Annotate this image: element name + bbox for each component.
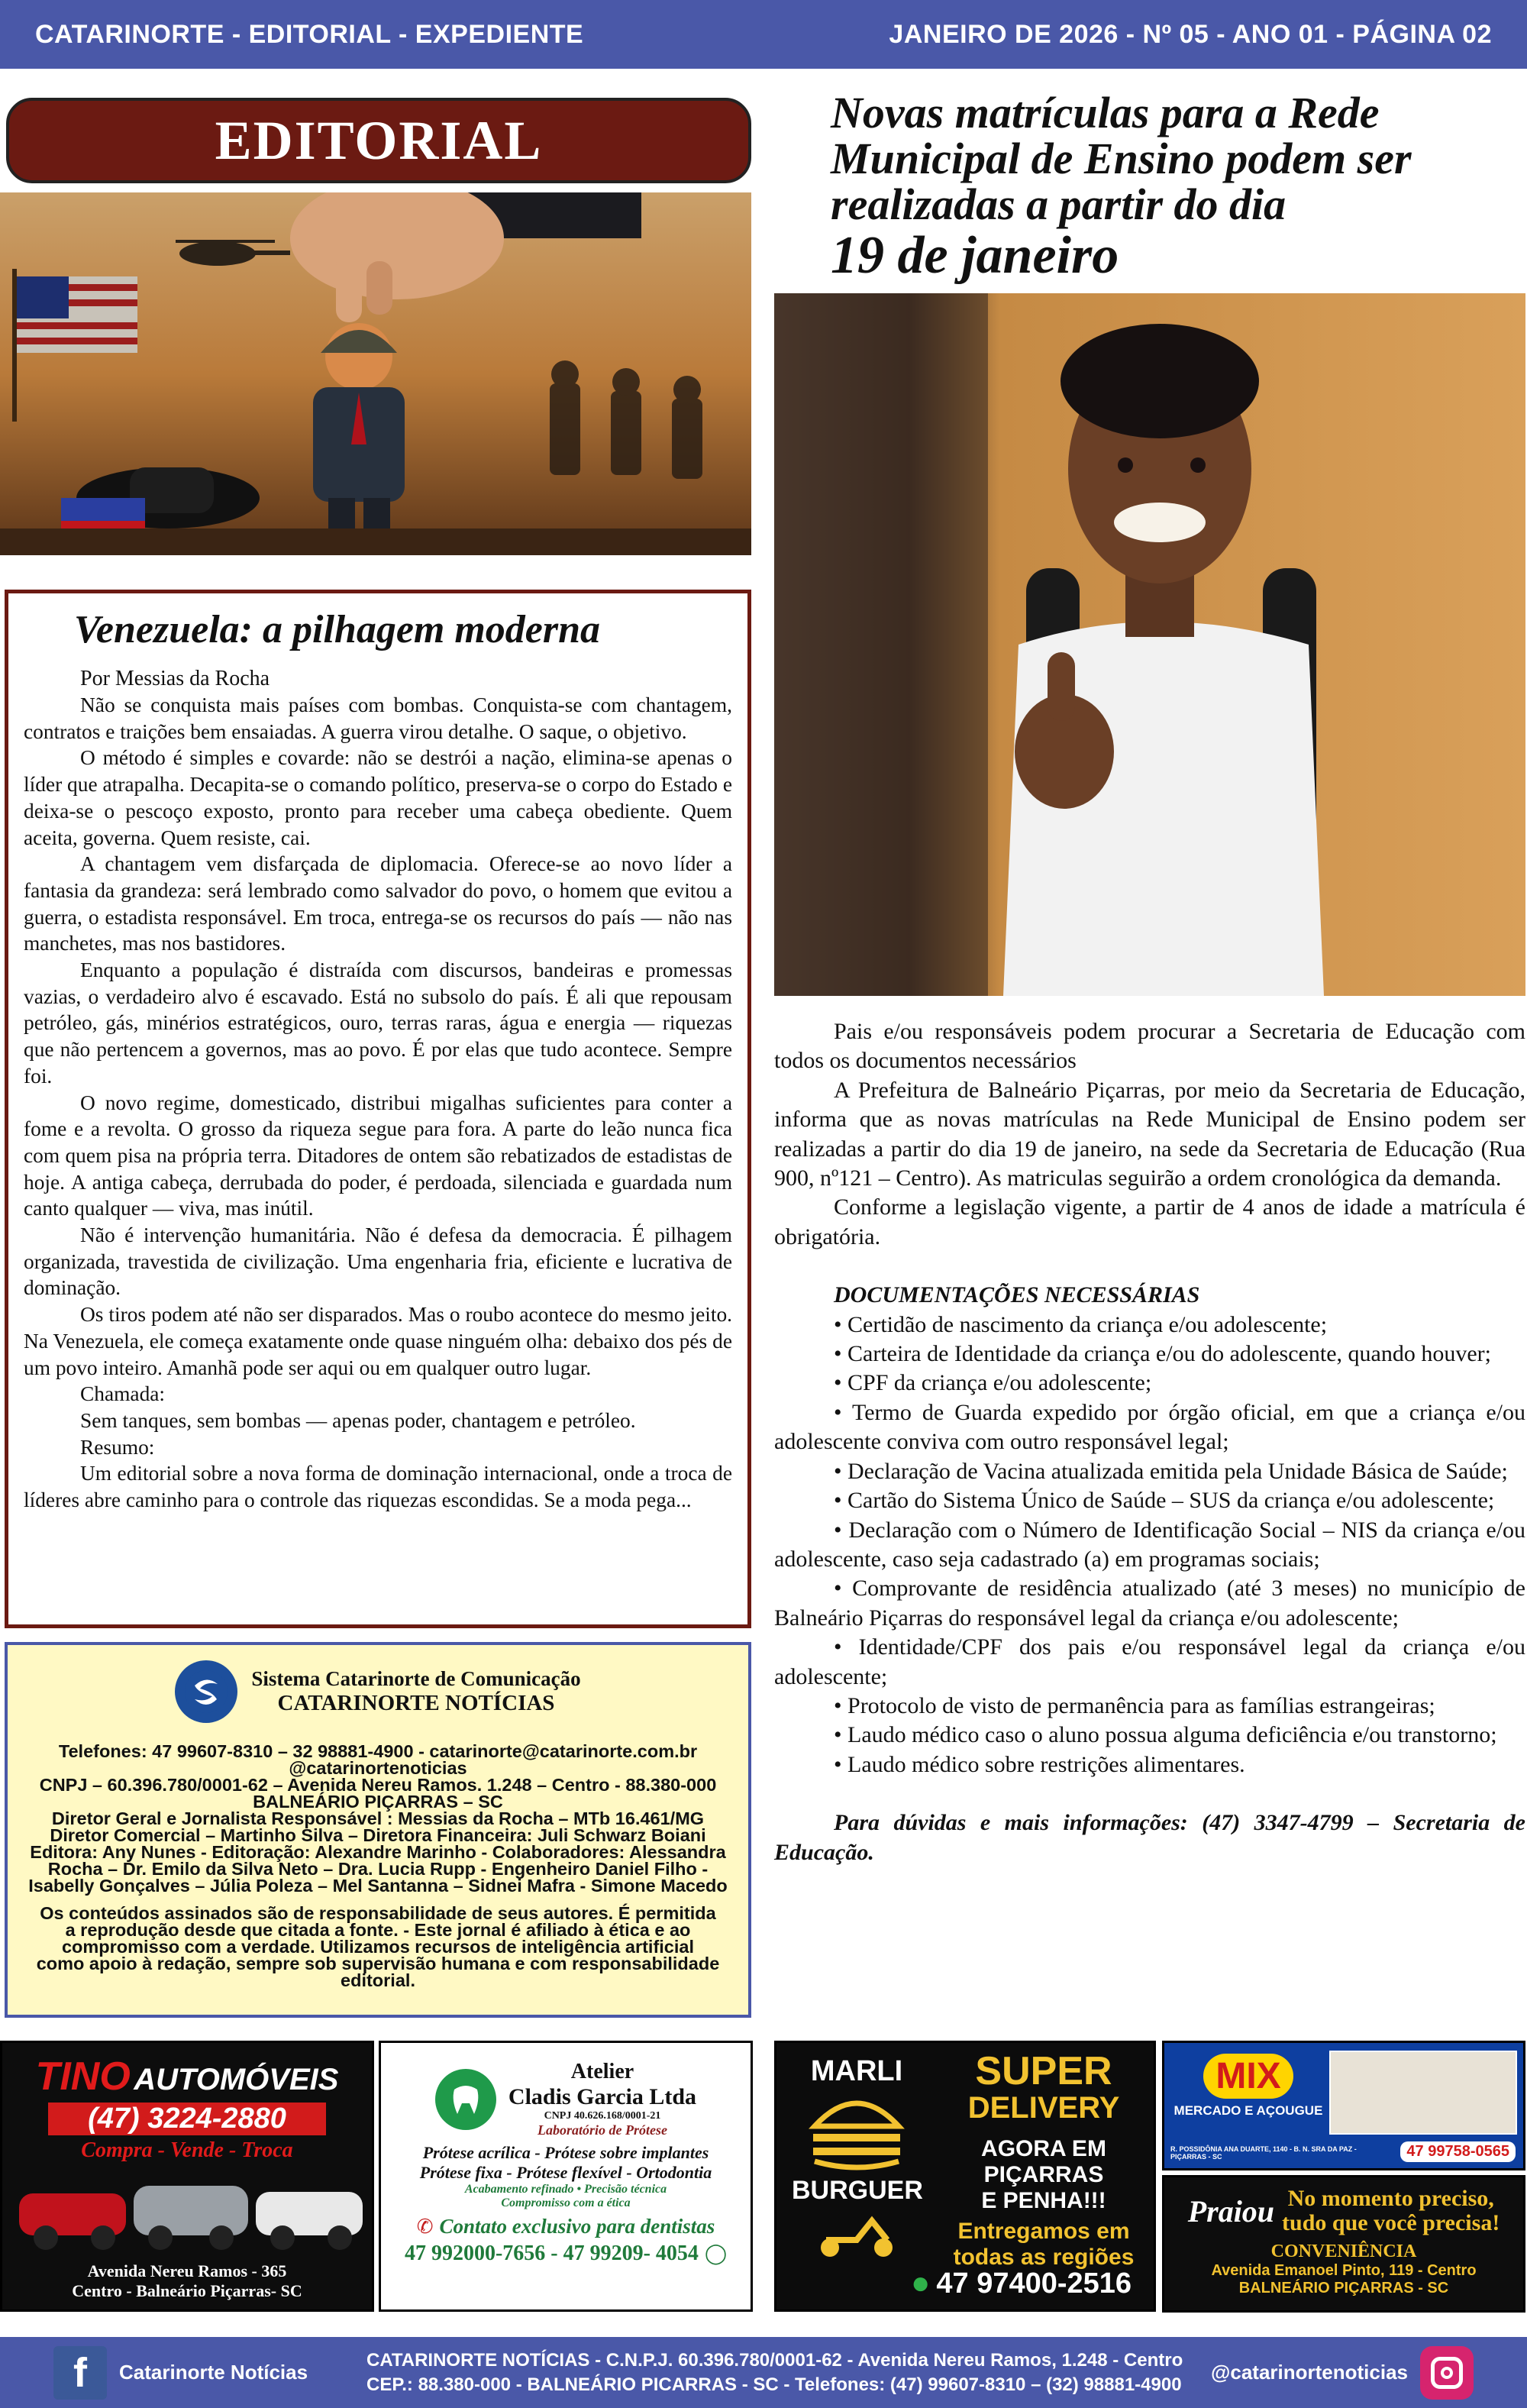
- ad-mix-mercado[interactable]: [1162, 2041, 1525, 2170]
- cladis-services-2: Prótese fixa - Prótese flexível - Ortodontia: [419, 2163, 712, 2182]
- article-paragraph: A chantagem vem disfarçada de diplomacia. Oferece-se ao novo líder a fantasia da grandeza: será lembrado como salvador do povo, o homem que evitou a guerra, o estadista responsável. Em troca, entrega-se os recursos do país — não nas manchetes, mas nos bastidores.: [24, 852, 732, 955]
- news-headline: [831, 90, 1518, 284]
- doc-item: • Carteira de Identidade da criança e/ou do adolescente, quando houver;: [834, 1341, 1491, 1367]
- chamada-text: Sem tanques, sem bombas — apenas poder, chantagem e petróleo.: [80, 1408, 636, 1432]
- ad-praiou-conveniencia[interactable]: [1162, 2175, 1525, 2313]
- catarinorte-logo-icon: [175, 1660, 237, 1723]
- cladis-quality-2: Compromisso com a ética: [501, 2196, 631, 2209]
- doc-item: • Termo de Guarda expedido por órgão oficial, em que a criança e/ou adolescente conviva com outro responsável legal;: [774, 1399, 1525, 1455]
- ad-tino-automoveis[interactable]: [0, 2041, 374, 2312]
- instagram-handle[interactable]: @catarinortenoticias: [1211, 2361, 1408, 2384]
- cladis-quality-1: Acabamento refinado • Precisão técnica: [464, 2183, 667, 2196]
- headline-line: 19 de janeiro: [831, 226, 1119, 285]
- header-bar: [0, 0, 1527, 69]
- tooth-icon: [435, 2069, 496, 2130]
- resumo-label: Resumo:: [80, 1435, 155, 1459]
- editorial-illustration: [0, 192, 751, 555]
- whatsapp-icon: ●: [911, 2266, 931, 2301]
- expediente-line: Diretor Geral e Jornalista Responsável : Messias da Rocha – MTb 16.461/MG: [51, 1808, 705, 1828]
- article-paragraph: Não se conquista mais países com bombas. Conquista-se com chantagem, contratos e traições bem ensaiadas. A guerra virou detalhe. O saque, o objetivo.: [24, 693, 732, 743]
- doc-item: • Declaração com o Número de Identificação Social – NIS da criança e/ou adolescente, caso seja cadastrado (a) em programas sociais;: [774, 1517, 1525, 1572]
- disclaimer-line: compromisso com a verdade. Utilizamos recursos de inteligência artificial: [61, 1937, 694, 1957]
- marli-line-2: PIÇARRAS: [983, 2162, 1104, 2187]
- tino-phone: (47) 3224-2880: [48, 2103, 326, 2135]
- doc-item: • Declaração de Vacina atualizada emitida pela Unidade Básica de Saúde;: [834, 1458, 1508, 1484]
- scooter-icon: [811, 2206, 902, 2259]
- marli-line-5: todas as regiões: [953, 2245, 1135, 2270]
- section-label: CATARINORTE - EDITORIAL - EXPEDIENTE: [35, 19, 584, 49]
- disclaimer-line: como apoio à redação, sempre sob supervisão humana e com responsabilidade: [36, 1954, 720, 1973]
- article-paragraph: Enquanto a população é distraída com discursos, bandeiras e promessas vazias, o verdadeiro alvo é escavado. Está no subsolo do país. É ali que repousam petróleo, gás, minérios estratégicos, ouro, terras raras, água e energia — riquezas que não pertencem a governos, mas ao povo. É por elas que tudo acontece. Sempre foi.: [24, 958, 732, 1088]
- doc-item: • Protocolo de visto de permanência para as famílias estrangeiras;: [834, 1692, 1435, 1718]
- mix-address: R. POSSIDÔNIA ANA DUARTE, 1140 - B. N. SRA DA PAZ - PIÇARRAS - SC: [1170, 2145, 1357, 2161]
- instagram-icon[interactable]: [1420, 2346, 1474, 2400]
- praiou-line-3: BALNEÁRIO PIÇARRAS - SC: [1238, 2280, 1449, 2296]
- ad-atelier-cladis[interactable]: [379, 2041, 753, 2312]
- expediente-subtitle: CATARINORTE NOTÍCIAS: [277, 1691, 555, 1715]
- info-line: Para dúvidas e mais informações: (47) 3347-4799 – Secretaria de Educação.: [774, 1810, 1525, 1865]
- article-paragraph: Os tiros podem até não ser disparados. Mas o roubo acontece do mesmo jeito. Na Venezuela, ele começa exatamente onde quase ninguém olha: debaixo dos pés de um povo inteiro. Amanhã pode ser aqui ou em qualquer outro lugar.: [24, 1303, 732, 1379]
- cladis-title-1: Atelier: [570, 2060, 634, 2083]
- article-byline: Por Messias da Rocha: [80, 667, 270, 690]
- resumo-text: Um editorial sobre a nova forma de dominação internacional, onde a troca de líderes abre caminho para o controle das riquezas escondidas. Se a moda pega...: [24, 1462, 732, 1512]
- cladis-lab: Laboratório de Prótese: [538, 2122, 667, 2138]
- footer-line-2: CEP.: 88.380-000 - BALNEÁRIO PICARRAS - SC - Telefones: (47) 99607-8310 – (32) 98881-4900: [366, 2374, 1182, 2395]
- headline-line: Novas matrículas para a Rede: [831, 88, 1380, 137]
- mix-subtitle: MERCADO E AÇOUGUE: [1173, 2103, 1323, 2118]
- article-title: Venezuela: a pilhagem moderna: [74, 608, 601, 651]
- facebook-handle[interactable]: Catarinorte Notícias: [119, 2361, 308, 2384]
- cars-image: [4, 2163, 370, 2254]
- facebook-icon[interactable]: f: [53, 2346, 107, 2400]
- editorial-badge: EDITORIAL: [6, 98, 751, 183]
- news-paragraph: A Prefeitura de Balneário Piçarras, por meio da Secretaria de Educação, informa que as novas matrículas na Rede Municipal de Ensino podem ser realizadas a partir do dia 19 de janeiro, na sede da Secretaria de Educação (Rua 900, nº121 – Centro). As matriculas seguirão a ordem cronológica da demanda.: [774, 1077, 1525, 1191]
- expediente-line: Rocha – Dr. Emilo da Silva Neto – Dra. Lucia Rupp - Engenheiro Daniel Filho -: [47, 1859, 709, 1879]
- expediente-line: Editora: Any Nunes - Editoração: Alexandre Marinho - Colaboradores: Alessandra: [30, 1842, 726, 1862]
- super-label: SUPER: [975, 2049, 1112, 2093]
- news-paragraph: Conforme a legislação vigente, a partir de 4 anos de idade a matrícula é obrigatória.: [774, 1194, 1525, 1249]
- disclaimer-line: a reprodução desde que citada a fonte. - Este jornal é afiliado à ética e ao: [65, 1920, 691, 1940]
- expediente-line: CNPJ – 60.396.780/0001-62 – Avenida Nereu Ramos. 1.248 – Centro - 88.380-000: [39, 1775, 717, 1795]
- tino-address-2: Centro - Balneário Piçarras- SC: [72, 2281, 302, 2300]
- tino-address-1: Avenida Nereu Ramos - 365: [87, 2261, 287, 2280]
- footer-line-1: CATARINORTE NOTÍCIAS - C.N.P.J. 60.396.780/0001-62 - Avenida Nereu Ramos, 1.248 - Centro: [366, 2349, 1183, 2371]
- cladis-contact: Contato exclusivo para dentistas: [439, 2215, 715, 2238]
- delivery-label: DELIVERY: [967, 2091, 1120, 2125]
- marli-phone: 47 97400-2516: [936, 2267, 1132, 2300]
- praiou-slogan-2: tudo que você precisa!: [1282, 2210, 1500, 2235]
- doc-item: • Comprovante de residência atualizado (até 3 meses) no município de Balneário Piçarras do responsável legal da criança e/ou adolescente;: [774, 1576, 1525, 1631]
- marli-line-3: E PENHA!!!: [981, 2188, 1106, 2213]
- disclaimer-line: Os conteúdos assinados são de responsabilidade de seus autores. É permitida: [40, 1903, 716, 1923]
- footer-bar: [0, 2337, 1527, 2408]
- expediente-line: BALNEÁRIO PIÇARRAS – SC: [253, 1792, 503, 1812]
- burger-icon: [807, 2088, 906, 2172]
- cladis-phones: 47 992000-7656 - 47 99209- 4054: [404, 2242, 699, 2265]
- chamada-label: Chamada:: [80, 1382, 166, 1406]
- praiou-line-1: CONVENIÊNCIA: [1270, 2242, 1417, 2261]
- issue-info: JANEIRO DE 2026 - Nº 05 - ANO 01 - PÁGINA 02: [889, 19, 1492, 49]
- news-paragraph: Pais e/ou responsáveis podem procurar a Secretaria de Educação com todos os documentos necessários: [774, 1019, 1525, 1074]
- headline-line: Municipal de Ensino podem ser: [831, 134, 1412, 183]
- headline-line: realizadas a partir do dia: [831, 179, 1286, 229]
- doc-item: • CPF da criança e/ou adolescente;: [834, 1370, 1152, 1396]
- mix-phone: 47 99758-0565: [1400, 2141, 1516, 2162]
- tino-tagline: Compra - Vende - Troca: [81, 2138, 293, 2162]
- store-photo: [1329, 2051, 1517, 2135]
- expediente-box: [5, 1642, 751, 2018]
- mix-logo: MIX: [1203, 2054, 1293, 2099]
- marli-brand-sub: BURGUER: [792, 2176, 923, 2205]
- ad-marli-burguer[interactable]: [774, 2041, 1156, 2312]
- expediente-line: @catarinortenoticias: [289, 1758, 467, 1778]
- article-paragraph: O método é simples e covarde: não se destrói a nação, elimina-se apenas o líder que atrapalha. Decapita-se o comando político, preserva-se o corpo do Estado e deixa-se o pescoço exposto, pronto para receber uma cabeça obediente. Quem aceita, governa. Quem resiste, cai.: [24, 746, 732, 849]
- praiou-slogan-1: No momento preciso,: [1287, 2186, 1494, 2211]
- marli-brand: MARLI: [810, 2055, 903, 2087]
- marli-line-4: Entregamos em: [957, 2219, 1130, 2244]
- tino-brand-sub: AUTOMÓVEIS: [134, 2063, 339, 2096]
- expediente-line: Diretor Comercial – Martinho Silva – Diretora Financeira: Juli Schwarz Boiani: [50, 1825, 706, 1845]
- doc-item: • Certidão de nascimento da criança e/ou adolescente;: [834, 1311, 1328, 1337]
- editorial-article: [5, 590, 751, 1628]
- doc-item: • Cartão do Sistema Único de Saúde – SUS da criança e/ou adolescente;: [834, 1488, 1495, 1514]
- cladis-services-1: Prótese acrílica - Prótese sobre implantes: [422, 2143, 709, 2162]
- student-photo: [774, 293, 1525, 996]
- expediente-line: Telefones: 47 99607-8310 – 32 98881-4900 - catarinorte@catarinorte.com.br: [58, 1741, 698, 1761]
- doc-item: • Identidade/CPF dos pais e/ou responsável legal da criança e/ou adolescente;: [774, 1634, 1525, 1689]
- cladis-title-2: Cladis Garcia Ltda: [508, 2084, 697, 2109]
- article-paragraph: O novo regime, domesticado, distribui migalhas suficientes para conter a fome e a revolta. O grosso da riqueza segue para fora. A parte do leão nunca fica com quem pisa na própria terra. Ditadores de ontem são rebatizados de estadistas de hoje. A antiga cabeça, derrubada do poder, é perdoada, silenciada e guardada num canto qualquer — viva, mas inútil.: [24, 1091, 732, 1220]
- praiou-logo: Praiou: [1187, 2193, 1275, 2229]
- tino-brand: TINO: [35, 2054, 131, 2099]
- expediente-line: Isabelly Gonçalves – Júlia Poleza – Mel Santanna – Sidnei Mafra - Simone Macedo: [28, 1876, 728, 1896]
- praiou-line-2: Avenida Emanoel Pinto, 119 - Centro: [1211, 2262, 1477, 2279]
- disclaimer-line: editorial.: [341, 1970, 415, 1990]
- news-body: [774, 1017, 1525, 1867]
- cladis-cnpj: CNPJ 40.626.168/0001-21: [544, 2110, 661, 2122]
- docs-title: DOCUMENTAÇÕES NECESSÁRIAS: [834, 1282, 1200, 1308]
- whatsapp-icon: ◯: [704, 2242, 728, 2264]
- article-paragraph: Não é intervenção humanitária. Não é defesa da democracia. É pilhagem organizada, travestida de civilização. Uma engenharia fria, eficiente e lucrativa de dominação.: [24, 1223, 732, 1300]
- doc-item: • Laudo médico caso o aluno possua alguma deficiência e/ou transtorno;: [834, 1722, 1497, 1748]
- marli-line-1: AGORA EM: [981, 2136, 1106, 2161]
- doc-item: • Laudo médico sobre restrições alimentares.: [834, 1751, 1245, 1777]
- expediente-title: Sistema Catarinorte de Comunicação: [251, 1667, 581, 1690]
- phone-icon: ✆: [416, 2215, 434, 2238]
